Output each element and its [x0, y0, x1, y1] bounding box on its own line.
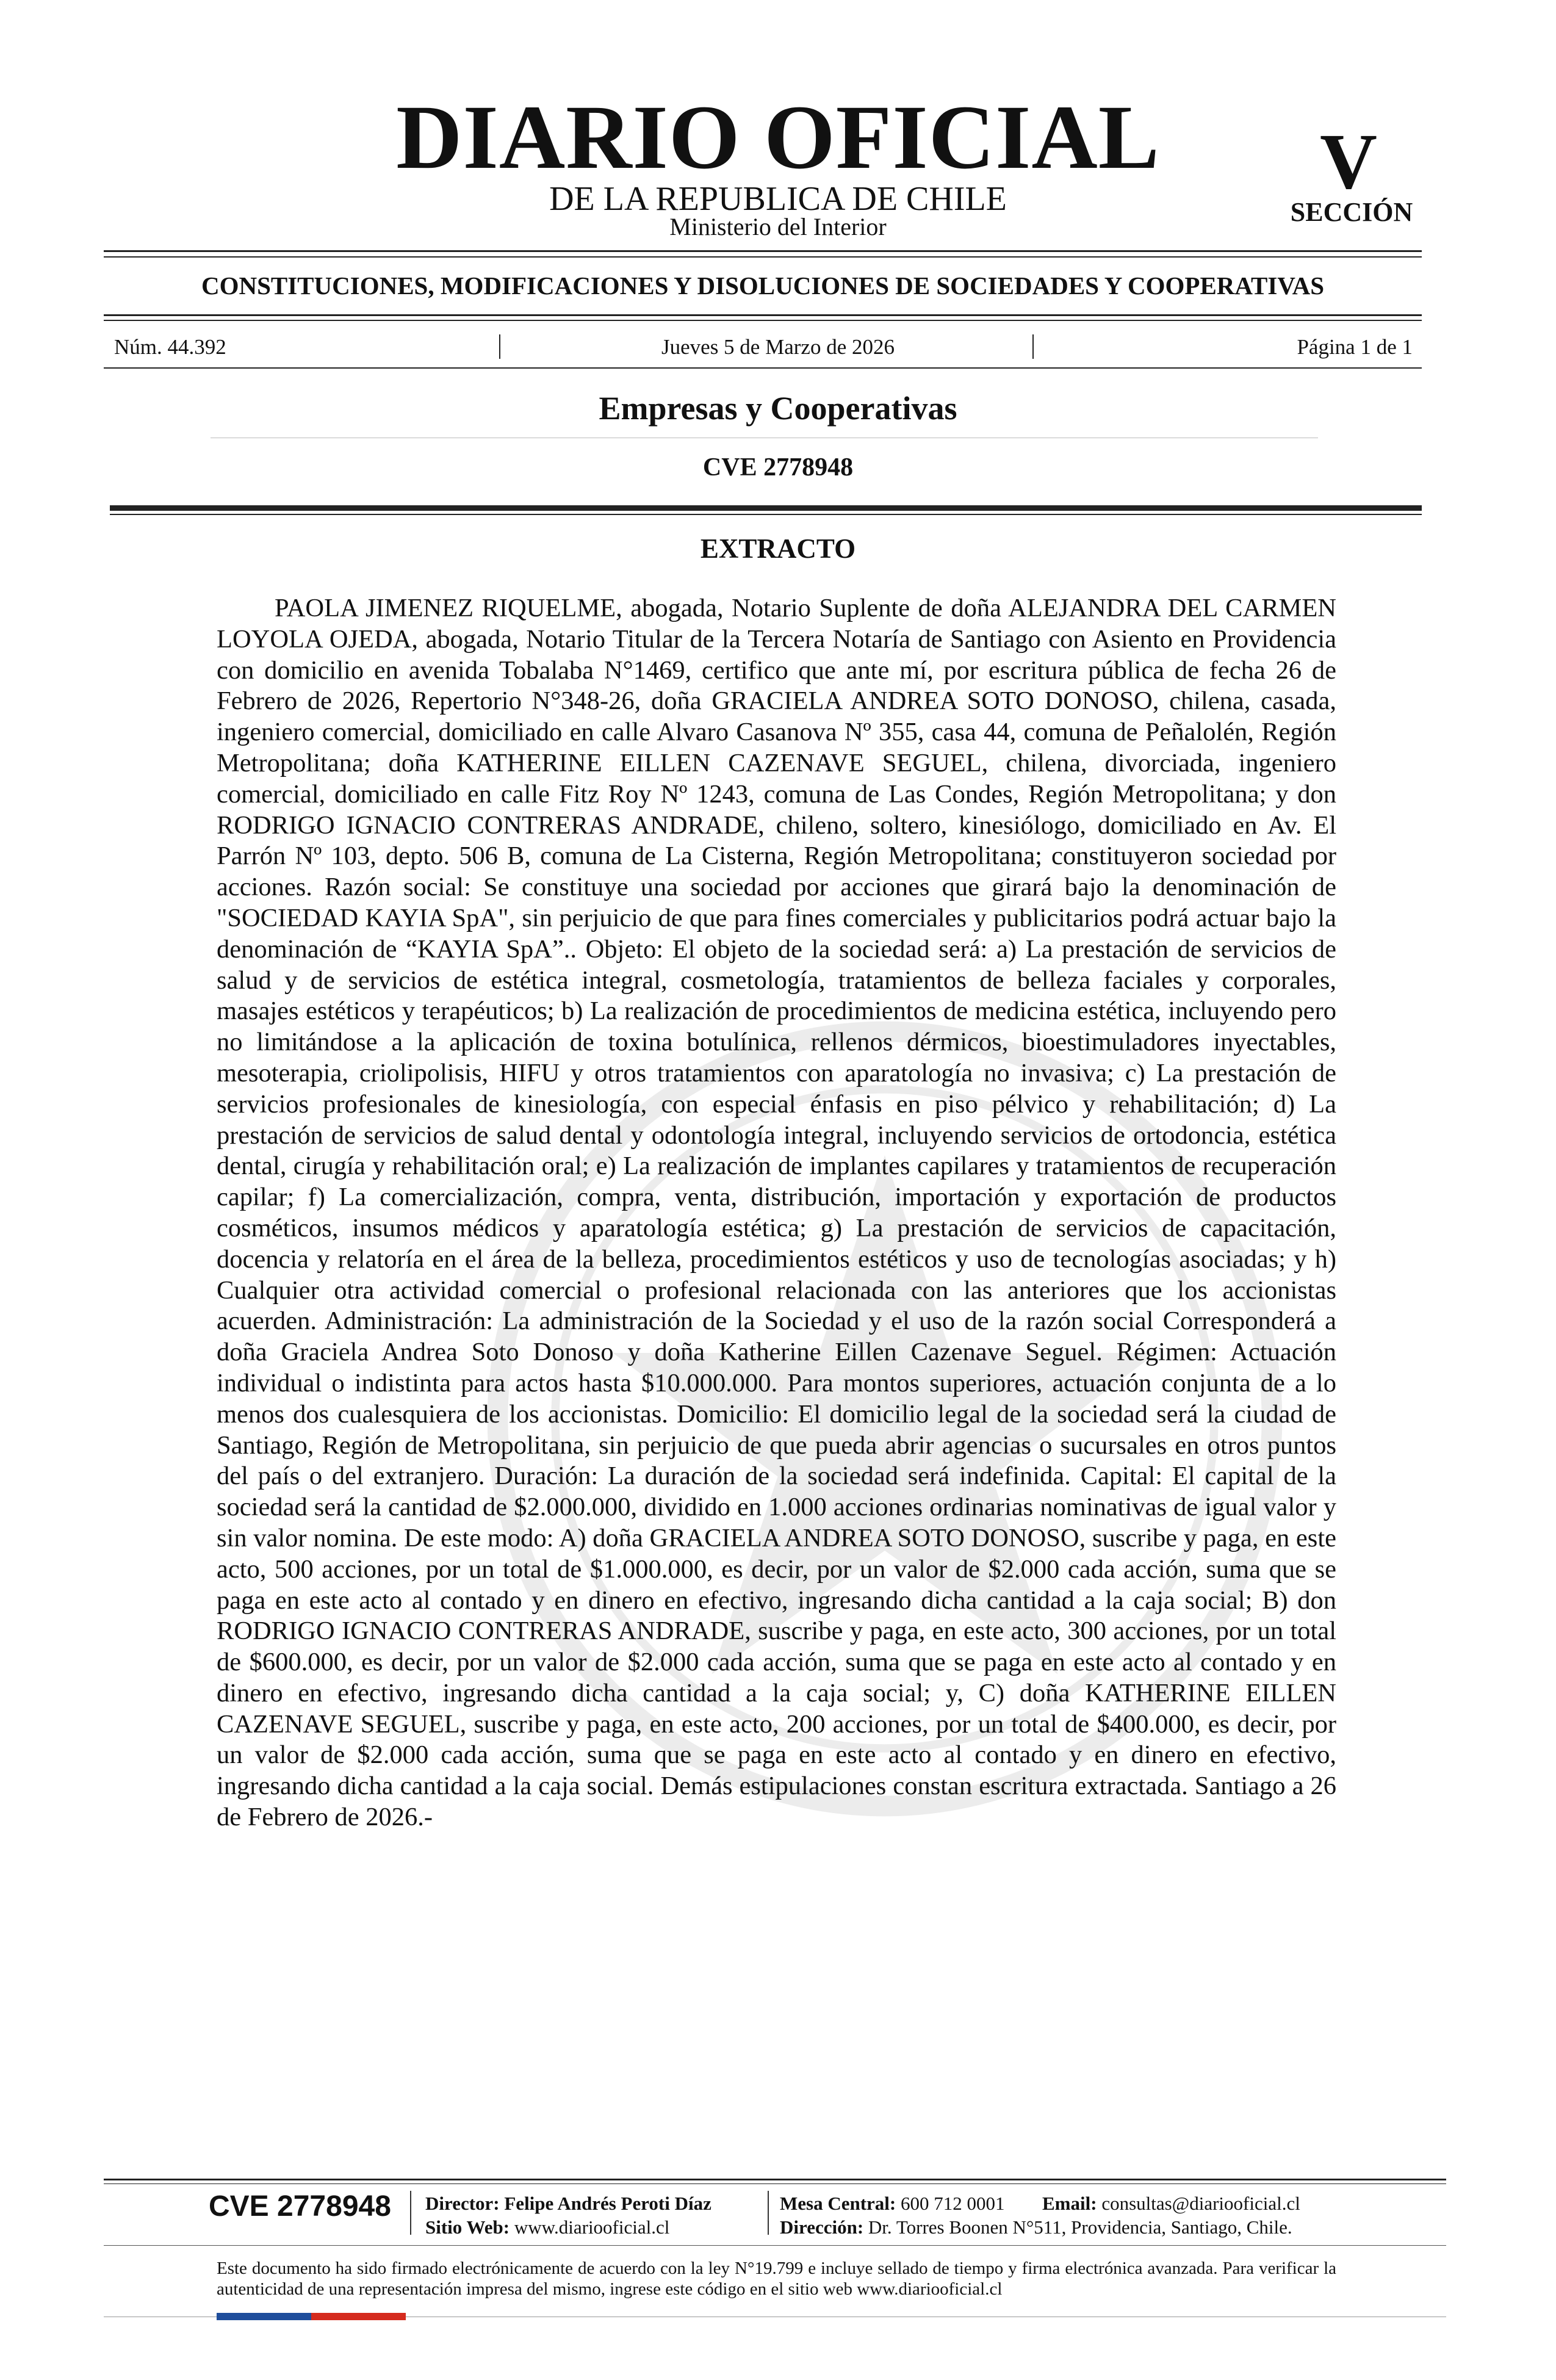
email-link[interactable]: consultas@diariooficial.cl [1101, 2193, 1300, 2214]
section-word: SECCIÓN [1290, 197, 1413, 227]
footer-director [425, 2194, 711, 2213]
flag-color-bar [217, 2313, 406, 2320]
footer-divider [104, 2183, 1446, 2184]
footer-cve-code: CVE 2778948 [209, 2190, 391, 2223]
footer-separator [768, 2191, 769, 2235]
divider [104, 314, 1422, 316]
flag-red-segment [311, 2313, 406, 2320]
issue-number: Núm. 44.392 [114, 335, 226, 359]
divider [104, 320, 1422, 321]
email-label: Email: [1042, 2193, 1097, 2214]
flag-blue-segment [217, 2313, 311, 2320]
newspaper-subtitle: DE LA REPUBLICA DE CHILE [549, 180, 1007, 218]
issue-date: Jueves 5 de Marzo de 2026 [661, 335, 895, 359]
newspaper-title: DIARIO OFICIAL [396, 87, 1160, 188]
section-headline: CONSTITUCIONES, MODIFICACIONES Y DISOLUCIONES DE SOCIEDADES Y COOPERATIVAS [201, 272, 1325, 300]
cve-code: CVE 2778948 [702, 453, 854, 481]
document-title: EXTRACTO [700, 533, 856, 564]
divider [104, 256, 1422, 258]
footer-email [1042, 2194, 1300, 2213]
divider [104, 367, 1422, 369]
footer-divider [104, 2179, 1446, 2180]
category-title: Empresas y Cooperativas [599, 390, 957, 427]
legal-notice: Este documento ha sido firmado electrónicamente de acuerdo con la ley N°19.799 e incluye sellado de tiempo y firma electrónica avanzada. Para verificar la autenticidad de una representación impresa del mismo, ingrese este código en el sitio web www.diariooficial.cl [217, 2259, 1336, 2299]
page-counter: Página 1 de 1 [1297, 335, 1413, 359]
address-label: Dirección: [780, 2216, 864, 2238]
web-label: Sitio Web: [425, 2216, 510, 2238]
extract-text: PAOLA JIMENEZ RIQUELME, abogada, Notario Suplente de doña ALEJANDRA DEL CARMEN LOYOLA OJEDA, abogada, Notario Titular de la Tercera Notaría de Santiago con Asiento en Providencia con domicilio en avenida Tobalaba N°1469, certifico que ante mí, por escritura pública de fecha 26 de Febrero de 2026, Repertorio N°348-26, doña GRACIELA ANDREA SOTO DONOSO, chilena, casada, ingeniero comercial, domiciliado en calle Alvaro Casanova Nº 355, casa 44, comuna de Peñalolén, Región Metropolitana; doña KATHERINE EILLEN CAZENAVE SEGUEL, chilena, divorciada, ingeniero comercial, domiciliado en calle Fitz Roy Nº 1243, comuna de Las Condes, Región Metropolitana; y don RODRIGO IGNACIO CONTRERAS ANDRADE, chileno, soltero, kinesiólogo, domiciliado en Av. El Parrón Nº 103, depto. 506 B, comuna de La Cisterna, Región Metropolitana; constituyeron sociedad por acciones. Razón social: Se constituye una sociedad por acciones que girará bajo la denominación de "SOCIEDAD KAYIA SpA", sin perjuicio de que para fines comerciales y publicitarios podrá actuar bajo la denominación de “KAYIA SpA”.. Objeto: El objeto de la sociedad será: a) La prestación de servicios de salud y de servicios de estética integral, cosmetología, tratamientos de belleza faciales y corporales, masajes estéticos y terapéuticos; b) La realización de procedimientos de medicina estética, incluyendo pero no limitándose a la aplicación de toxina botulínica, rellenos dérmicos, bioestimuladores inyectables, mesoterapia, criolipolisis, HIFU y otros tratamientos con aparatología no invasiva; c) La prestación de servicios profesionales de kinesiología, con especial énfasis en piso pélvico y rehabilitación; d) La prestación de servicios de salud dental y odontología integral, incluyendo servicios de ortodoncia, estética dental, cirugía y rehabilitación oral; e) La realización de implantes capilares y tratamientos de recuperación capilar; f) La comercialización, compra, venta, distribución, importación y exportación de productos cosméticos, insumos médicos y aparatología estética; g) La prestación de servicios de capacitación, docencia y relatoría en el área de la belleza, procedimientos estéticos y uso de tecnologías asociadas; y h) Cualquier otra actividad comercial o profesional relacionada con las anteriores que los accionistas acuerden. Administración: La administración de la Sociedad y el uso de la razón social Corresponderá a doña Graciela Andrea Soto Donoso y doña Katherine Eillen Cazenave Seguel. Régimen: Actuación individual o indistinta para actos hasta $10.000.000. Para montos superiores, actuación conjunta de a lo menos dos cualesquiera de los accionistas. Domicilio: El domicilio legal de la sociedad será la ciudad de Santiago, Región de Metropolitana, sin perjuicio de que pueda abrir agencias o sucursales en otros puntos del país o del extranjero. Duración: La duración de la sociedad será indefinida. Capital: El capital de la sociedad será la cantidad de $2.000.000, dividido en 1.000 acciones ordinarias nominativas de igual valor y sin valor nomina. De este modo: A) doña GRACIELA ANDREA SOTO DONOSO, suscribe y paga, en este acto, 500 acciones, por un total de $1.000.000, es decir, por un valor de $2.000 cada acción, suma que se paga en este acto al contado y en dinero en efectivo, ingresando dicha cantidad a la caja social; B) don RODRIGO IGNACIO CONTRERAS ANDRADE, suscribe y paga, en este acto, 300 acciones, por un total de $600.000, es decir, por un valor de $2.000 cada acción, suma que se paga en este acto al contado y en dinero en efectivo, ingresando dicha cantidad a la caja social; y, C) doña KATHERINE EILLEN CAZENAVE SEGUEL, suscribe y paga, en este acto, 200 acciones, por un total de $400.000, es decir, por un valor de $2.000 cada acción, suma que se paga en este acto al contado y en dinero en efectivo, ingresando dicha cantidad a la caja social. Demás estipulaciones constan escritura extractada. Santiago a 26 de Febrero de 2026.- [217, 594, 1336, 1832]
web-link[interactable]: www.diariooficial.cl [514, 2216, 670, 2238]
extract-body [217, 593, 1336, 1833]
footer-phone [780, 2194, 1005, 2213]
divider [110, 514, 1422, 515]
mesa-phone: 600 712 0001 [901, 2193, 1005, 2214]
address-value: Dr. Torres Boonen N°511, Providencia, Santiago, Chile. [868, 2216, 1292, 2238]
director-name: Felipe Andrés Peroti Díaz [504, 2193, 711, 2214]
director-label: Director: [425, 2193, 500, 2214]
ministry-label: Ministerio del Interior [669, 213, 887, 240]
divider [104, 250, 1422, 252]
footer-address [780, 2218, 1292, 2237]
section-letter: V [1320, 118, 1377, 206]
divider [110, 505, 1422, 511]
footer-separator [410, 2191, 411, 2235]
footer-website [425, 2218, 669, 2237]
footer-divider [104, 2245, 1446, 2246]
mesa-label: Mesa Central: [780, 2193, 896, 2214]
meta-separator [1032, 334, 1034, 359]
